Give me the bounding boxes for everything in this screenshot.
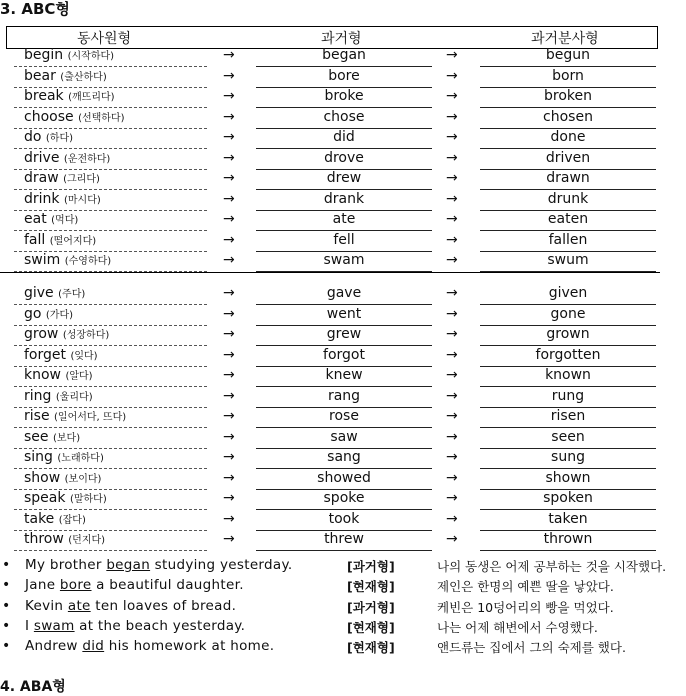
arrow-icon: →: [223, 88, 235, 104]
example-sentence: Jane bore a beautiful daughter.: [25, 577, 244, 594]
past-form: showed: [317, 469, 371, 486]
past-participle-form: thrown: [543, 531, 593, 547]
korean-meaning: (하다): [45, 133, 74, 144]
korean-meaning: (떨어지다): [49, 235, 97, 247]
korean-meaning: (먹다): [51, 215, 79, 226]
past-participle-form: drawn: [546, 170, 590, 186]
past-participle-form: risen: [550, 408, 586, 424]
past-participle-form: fallen: [548, 231, 588, 248]
arrow-icon: →: [446, 367, 458, 383]
korean-translation: 나의 동생은 어제 공부하는 것을 시작했다.: [437, 559, 667, 574]
highlighted-verb: bore: [59, 577, 92, 594]
arrow-icon: →: [446, 428, 458, 445]
arrow-icon: →: [446, 252, 458, 268]
base-form: rise (일어서다, 뜨다): [24, 408, 127, 424]
example-item: [0, 618, 686, 638]
highlighted-verb: swam: [33, 617, 75, 634]
base-form: forget (잊다): [24, 346, 98, 363]
base-form: sing (노래하다): [24, 449, 104, 465]
next-section-title: 4. ABA형: [0, 679, 66, 695]
example-item: [0, 557, 686, 577]
bullet-icon: •: [2, 638, 11, 655]
base-form: eat (먹다): [24, 211, 79, 227]
base-form: grow (성장하다): [24, 326, 110, 342]
arrow-icon: →: [223, 531, 235, 547]
base-form: speak (말하다): [24, 490, 107, 506]
table-row: [0, 285, 686, 306]
past-form: took: [328, 510, 360, 527]
past-form: bore: [328, 67, 360, 84]
example-item: [0, 577, 686, 597]
base-form: know (알다): [24, 367, 93, 383]
arrow-icon: →: [446, 510, 458, 527]
korean-meaning: (울리다): [55, 391, 93, 403]
arrow-icon: →: [223, 108, 235, 125]
arrow-icon: →: [446, 449, 458, 465]
arrow-icon: →: [223, 490, 235, 506]
arrow-icon: →: [223, 170, 235, 186]
base-form: draw (그리다): [24, 170, 100, 186]
group-divider: [0, 272, 660, 273]
highlighted-verb: did: [82, 638, 105, 655]
korean-meaning: (노래하다): [57, 453, 104, 464]
past-participle-form: born: [552, 67, 584, 84]
past-participle-form: grown: [546, 326, 590, 342]
highlighted-verb: began: [106, 557, 151, 573]
korean-meaning: (주다): [58, 289, 86, 300]
past-participle-form: chosen: [543, 108, 593, 125]
korean-meaning: (잡다): [58, 514, 86, 526]
past-form: rose: [329, 408, 359, 424]
table-row: [0, 449, 686, 470]
past-form: fell: [333, 231, 355, 248]
section-title: 3. ABC형: [0, 0, 70, 18]
arrow-icon: →: [446, 531, 458, 547]
korean-meaning: (가다): [45, 309, 74, 321]
bullet-icon: •: [2, 617, 11, 634]
korean-meaning: (성장하다): [62, 330, 110, 341]
arrow-icon: →: [223, 367, 235, 383]
table-row: [0, 470, 686, 491]
table-row: [0, 170, 686, 191]
arrow-icon: →: [223, 326, 235, 342]
korean-translation: 케빈은 10덩어리의 빵을 먹었다.: [437, 599, 614, 615]
past-participle-form: spoken: [543, 490, 593, 506]
past-participle-form: begun: [545, 47, 591, 63]
table-row: [0, 68, 686, 89]
past-participle-form: known: [545, 367, 591, 383]
arrow-icon: →: [446, 231, 458, 248]
past-form: ate: [332, 211, 356, 227]
past-participle-form: forgotten: [535, 346, 601, 363]
base-form: take (잡다): [24, 510, 86, 527]
arrow-icon: →: [223, 305, 235, 322]
past-form: broke: [324, 88, 364, 104]
korean-meaning: (수영하다): [64, 256, 112, 267]
korean-meaning: (그리다): [63, 174, 100, 185]
past-form: saw: [330, 428, 358, 445]
korean-meaning: (깨뜨리다): [68, 92, 115, 103]
korean-meaning: (출산하다): [60, 71, 107, 83]
base-form: give (주다): [24, 285, 86, 301]
arrow-icon: →: [223, 211, 235, 227]
korean-translation: 나는 어제 해변에서 수영했다.: [437, 619, 598, 635]
korean-meaning: (보이다): [64, 473, 102, 485]
arrow-icon: →: [446, 408, 458, 424]
arrow-icon: →: [446, 326, 458, 342]
past-form: forgot: [323, 346, 365, 363]
arrow-icon: →: [223, 47, 235, 63]
past-form: did: [333, 129, 355, 145]
arrow-icon: →: [223, 469, 235, 486]
arrow-icon: →: [223, 129, 235, 145]
arrow-icon: →: [223, 231, 235, 248]
base-form: swim (수영하다): [24, 252, 112, 268]
tense-label: [현재형]: [347, 619, 395, 635]
table-row: [0, 531, 686, 552]
example-sentence: My brother began studying yesterday.: [25, 557, 293, 573]
arrow-icon: →: [446, 305, 458, 322]
tense-label: [현재형]: [347, 640, 395, 656]
arrow-icon: →: [446, 149, 458, 166]
table-row: [0, 191, 686, 212]
arrow-icon: →: [223, 285, 235, 301]
table-row: [0, 408, 686, 429]
past-form: rang: [327, 387, 361, 404]
base-form: ring (울리다): [24, 387, 93, 404]
past-participle-form: seen: [551, 428, 585, 445]
table-row: [0, 232, 686, 253]
past-participle-form: eaten: [547, 211, 589, 227]
example-item: [0, 638, 686, 658]
korean-meaning: (선택하다): [78, 112, 125, 124]
arrow-icon: →: [223, 346, 235, 363]
past-participle-form: shown: [545, 469, 591, 486]
base-form: drive (운전하다): [24, 149, 111, 166]
arrow-icon: →: [446, 387, 458, 404]
korean-meaning: (던지다): [68, 535, 106, 546]
tense-label: [과거형]: [347, 559, 395, 574]
base-form: choose (선택하다): [24, 108, 125, 125]
table-row: [0, 490, 686, 511]
table-row: [0, 88, 686, 109]
arrow-icon: →: [446, 108, 458, 125]
korean-translation: 앤드류는 집에서 그의 숙제를 했다.: [437, 640, 626, 656]
korean-meaning: (말하다): [69, 494, 107, 505]
arrow-icon: →: [223, 149, 235, 166]
example-sentence: Andrew did his homework at home.: [25, 638, 275, 655]
tense-label: [과거형]: [347, 599, 395, 615]
base-form: drink (마시다): [24, 190, 101, 207]
table-header: [6, 26, 658, 49]
table-row: [0, 429, 686, 450]
arrow-icon: →: [223, 67, 235, 84]
past-form: drove: [324, 149, 364, 166]
past-form: chose: [323, 108, 365, 125]
korean-translation: 제인은 한명의 예쁜 딸을 낳았다.: [437, 579, 614, 595]
base-form: see (보다): [24, 428, 81, 445]
table-row: [0, 306, 686, 327]
table-row: [0, 388, 686, 409]
past-participle-form: rung: [551, 387, 585, 404]
table-row: [0, 211, 686, 232]
arrow-icon: →: [223, 408, 235, 424]
example-item: [0, 598, 686, 618]
arrow-icon: →: [446, 47, 458, 63]
bullet-icon: •: [2, 557, 11, 573]
base-form: go (가다): [24, 305, 74, 322]
past-form: grew: [326, 326, 362, 342]
base-form: fall (떨어지다): [24, 231, 97, 248]
past-participle-form: given: [548, 285, 588, 301]
past-participle-form: swum: [547, 252, 589, 268]
past-participle-form: sung: [551, 449, 585, 465]
highlighted-verb: ate: [67, 597, 91, 614]
arrow-icon: →: [446, 170, 458, 186]
past-form: went: [326, 305, 362, 322]
past-participle-form: broken: [544, 88, 592, 104]
base-form: show (보이다): [24, 469, 102, 486]
base-form: begin (시작하다): [24, 47, 115, 63]
arrow-icon: →: [446, 346, 458, 363]
table-row: [0, 129, 686, 150]
arrow-icon: →: [446, 285, 458, 301]
bullet-icon: •: [2, 577, 11, 594]
arrow-icon: →: [223, 252, 235, 268]
arrow-icon: →: [223, 387, 235, 404]
table-row: [0, 47, 686, 68]
past-participle-form: drunk: [547, 190, 589, 207]
arrow-icon: →: [446, 469, 458, 486]
base-form: throw (던지다): [24, 531, 106, 547]
base-form: bear (출산하다): [24, 67, 107, 84]
past-participle-form: driven: [545, 149, 591, 166]
table-row: [0, 511, 686, 532]
past-form: gave: [326, 285, 362, 301]
arrow-icon: →: [446, 129, 458, 145]
table-row: [0, 150, 686, 171]
past-form: swam: [323, 252, 365, 268]
arrow-icon: →: [446, 88, 458, 104]
korean-meaning: (알다): [65, 371, 93, 382]
korean-meaning: (운전하다): [63, 153, 111, 165]
arrow-icon: →: [223, 510, 235, 527]
tense-label: [현재형]: [347, 579, 395, 595]
header-past: 과거형: [321, 31, 362, 47]
past-form: drew: [326, 170, 362, 186]
bullet-icon: •: [2, 597, 11, 614]
past-form: threw: [324, 531, 364, 547]
past-form: began: [322, 47, 366, 63]
example-sentence: Kevin ate ten loaves of bread.: [25, 597, 237, 614]
past-participle-form: gone: [550, 305, 586, 322]
arrow-icon: →: [223, 428, 235, 445]
past-form: sang: [327, 449, 361, 465]
arrow-icon: →: [446, 67, 458, 84]
header-base: 동사원형: [77, 31, 132, 47]
base-form: break (깨뜨리다): [24, 88, 115, 104]
table-row: [0, 252, 686, 273]
korean-meaning: (보다): [52, 432, 81, 444]
arrow-icon: →: [223, 190, 235, 207]
table-row: [0, 109, 686, 130]
arrow-icon: →: [446, 211, 458, 227]
table-row: [0, 326, 686, 347]
korean-meaning: (잊다): [70, 350, 98, 362]
korean-meaning: (마시다): [63, 194, 101, 206]
arrow-icon: →: [446, 190, 458, 207]
arrow-icon: →: [446, 490, 458, 506]
past-participle-form: done: [550, 129, 586, 145]
past-form: drank: [323, 190, 365, 207]
table-row: [0, 367, 686, 388]
past-participle-form: taken: [548, 510, 588, 527]
example-sentence: I swam at the beach yesterday.: [25, 617, 246, 634]
arrow-icon: →: [223, 449, 235, 465]
past-form: knew: [325, 367, 363, 383]
korean-meaning: (시작하다): [67, 51, 115, 62]
base-form: do (하다): [24, 129, 74, 145]
korean-meaning: (일어서다, 뜨다): [54, 412, 127, 423]
table-row: [0, 347, 686, 368]
past-form: spoke: [323, 490, 365, 506]
header-past-participle: 과거분사형: [531, 31, 599, 47]
